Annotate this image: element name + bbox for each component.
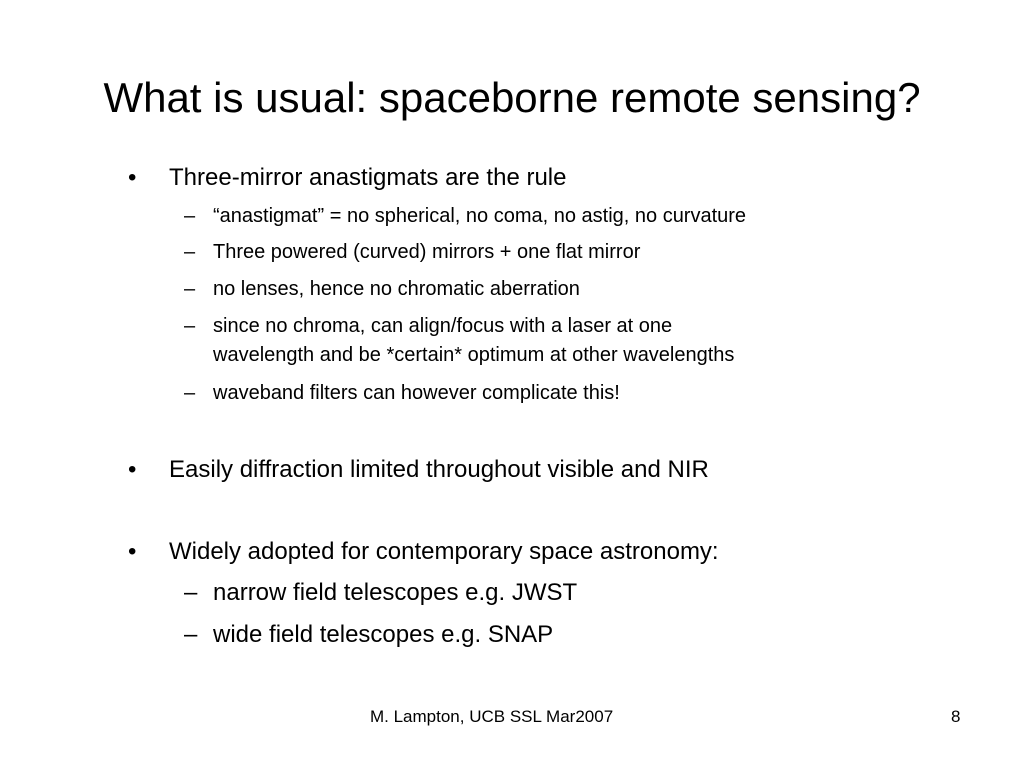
dash-marker: – [184,621,198,648]
sub-bullet-jwst: narrow field telescopes e.g. JWST [213,579,578,606]
footer-page-number: 8 [951,707,961,726]
sub-bullet-laser-line2: wavelength and be *certain* optimum at other wavelengths [213,344,735,366]
bullet-diffraction: Easily diffraction limited throughout visible and NIR [169,456,709,483]
sub-bullet-laser-line1: since no chroma, can align/focus with a laser at one [213,315,673,337]
bullet-three-mirror: Three-mirror anastigmats are the rule [169,164,567,191]
dash-marker: – [184,382,196,404]
dash-marker: – [184,315,196,337]
sub-bullet-waveband: waveband filters can however complicate this! [213,382,620,404]
bullet-marker: • [128,164,137,191]
sub-bullet-snap: wide field telescopes e.g. SNAP [213,621,554,648]
dash-marker: – [184,205,196,227]
dash-marker: – [184,241,196,263]
sub-bullet-mirrors: Three powered (curved) mirrors + one flat mirror [213,241,641,263]
bullet-space-astronomy: Widely adopted for contemporary space astronomy: [169,538,719,565]
bullet-marker: • [128,456,137,483]
dash-marker: – [184,579,198,606]
sub-bullet-anastigmat: “anastigmat” = no spherical, no coma, no astig, no curvature [213,205,747,227]
slide-title: What is usual: spaceborne remote sensing? [103,74,921,121]
bullet-marker: • [128,538,137,565]
sub-bullet-no-lenses: no lenses, hence no chromatic aberration [213,278,580,300]
footer-author: M. Lampton, UCB SSL Mar2007 [370,707,614,726]
dash-marker: – [184,278,196,300]
